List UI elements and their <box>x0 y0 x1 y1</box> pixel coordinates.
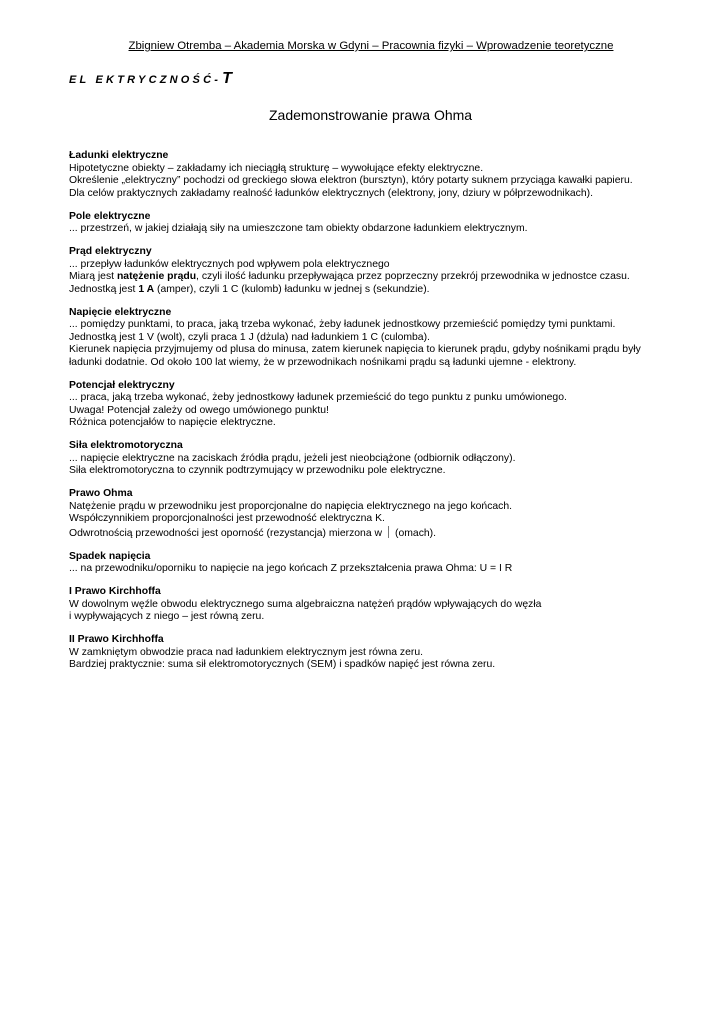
text-run: Miarą jest <box>69 271 117 283</box>
paragraph-line: Jednostką jest 1 V (wolt), czyli praca 1 J (dżula) nad ładunkiem 1 C (culomba). <box>69 331 430 343</box>
paragraph-line: i wypływających z niego – jest równą zeru. <box>69 611 265 623</box>
section-heading: Potencjał elektryczny <box>69 379 175 391</box>
text-run: (amper), czyli 1 C (kulomb) ładunku w jednej s (sekundzie). <box>154 283 430 295</box>
paragraph-line: Hipotetyczne obiekty – zakładamy ich nieciągłą strukturę – wywołujące efekty elektryczne. <box>69 162 484 174</box>
paragraph-line <box>69 271 709 284</box>
section-heading: II Prawo Kirchhoffa <box>69 634 164 646</box>
text-run: (omach). <box>395 527 437 539</box>
section-prad <box>69 246 709 296</box>
paragraph-line: Określenie „elektryczny” pochodzi od greckiego słowa elektron (bursztyn), który potarty suknem przyciąga kawałki papieru. <box>69 175 633 187</box>
paragraph-line: Natężenie prądu w przewodniku jest proporcjonalne do napięcia elektrycznego na jego końcach. <box>69 500 513 512</box>
paragraph-line: ... przestrzeń, w jakiej działają siły na umieszczone tam obiekty obdarzone ładunkiem elektrycznym. <box>69 223 528 235</box>
paragraph-line: ... napięcie elektryczne na zaciskach źródła prądu, jeżeli jest nieobciążone (odbiornik odłączony). <box>69 452 516 464</box>
paragraph-line: Uwaga! Potencjał zależy od owego umówionego punktu! <box>69 404 329 416</box>
paragraph-line: Kierunek napięcia przyjmujemy od plusa do minusa, zatem kierunek napięcia to kierunek prądu, gdyby nośnikami prądu były <box>69 344 641 356</box>
section-ladunki <box>69 150 709 200</box>
bold-term: 1 A <box>138 283 155 295</box>
paragraph-line: ... pomiędzy punktami, to praca, jaką trzeba wykonać, żeby ładunek jednostkowy przemieścić pomiędzy tymi punktami. <box>69 319 616 331</box>
page-header-text: Zbigniew Otremba – Akademia Morska w Gdyni – Pracownia fizyki – Wprowadzenie teoretyczne <box>128 40 614 52</box>
section-i-prawo-kirchhoffa <box>69 586 709 624</box>
paragraph-line: Współczynnikiem proporcjonalności jest przewodność elektryczna K. <box>69 513 385 525</box>
text-run: , czyli ilość ładunku przepływająca przez poprzeczny przekrój przewodnika w jednostce czasu. <box>196 271 630 283</box>
section-heading: I Prawo Kirchhoffa <box>69 586 161 598</box>
section-heading: Siła elektromotoryczna <box>69 440 183 452</box>
section-ii-prawo-kirchhoffa <box>69 634 709 672</box>
section-heading: Napięcie elektryczne <box>69 306 172 318</box>
section-napiecie <box>69 307 709 370</box>
section-pole <box>69 211 709 236</box>
paragraph-line: ... przepływ ładunków elektrycznych pod wpływem pola elektrycznego <box>69 258 390 270</box>
section-prawo-ohma <box>69 488 709 540</box>
section-heading: Pole elektryczne <box>69 210 151 222</box>
paragraph-line: Dla celów praktycznych zakładamy realność ładunków elektrycznych (elektrony, jony, dziury w półprzewodnikach). <box>69 187 593 199</box>
bold-term: natężenie prądu <box>116 271 197 283</box>
paragraph-line: W zamkniętym obwodzie praca nad ładunkiem elektrycznym jest równa zeru. <box>69 646 424 658</box>
section-heading: Prąd elektryczny <box>69 245 152 257</box>
section-potencjal <box>69 380 709 430</box>
paragraph-line: W dowolnym węźle obwodu elektrycznego suma algebraiczna natężeń prądów wpływających do węzła <box>69 598 542 610</box>
paragraph-line: Bardziej praktycznie: suma sił elektromotorycznych (SEM) i spadków napięć jest równa zeru. <box>69 659 496 671</box>
section-heading: Prawo Ohma <box>69 488 133 500</box>
section-heading: Spadek napięcia <box>69 550 151 562</box>
unit-symbol-placeholder <box>388 526 389 538</box>
text-run: Odwrotnością przewodności jest oporność (rezystancja) mierzona w <box>69 527 383 539</box>
section-label-text: EL EKTRYCZNOŚĆ- <box>69 74 222 86</box>
paragraph-line <box>69 526 709 541</box>
section-label <box>69 70 232 88</box>
section-heading: Ładunki elektryczne <box>69 150 169 161</box>
paragraph-line: ... praca, jaką trzeba wykonać, żeby jednostkowy ładunek przemieścić do tego punktu z punku umówionego. <box>69 392 567 404</box>
paragraph-line: Siła elektromotoryczna to czynnik podtrzymujący w przewodniku pole elektryczne. <box>69 465 446 477</box>
paragraph-line: ... na przewodniku/oporniku to napięcie na jego końcach Z przekształcenia prawa Ohma: U = I R <box>69 563 513 575</box>
paragraph-line <box>69 284 709 297</box>
section-spadek-napiecia <box>69 551 709 576</box>
section-label-letter: T <box>222 70 232 87</box>
paragraph-line: ładunki dodatnie. Od około 100 lat wiemy, że w przewodnikach nośnikami prądu są ładunki ujemne - elektrony. <box>69 356 577 368</box>
paragraph-line: Różnica potencjałów to napięcie elektryczne. <box>69 417 276 429</box>
text-run: Jednostką jest <box>69 283 139 295</box>
document-body <box>69 150 709 682</box>
page-header <box>0 40 724 52</box>
section-sila-elektromotoryczna <box>69 440 709 478</box>
document-title: Zademonstrowanie prawa Ohma <box>269 107 473 123</box>
